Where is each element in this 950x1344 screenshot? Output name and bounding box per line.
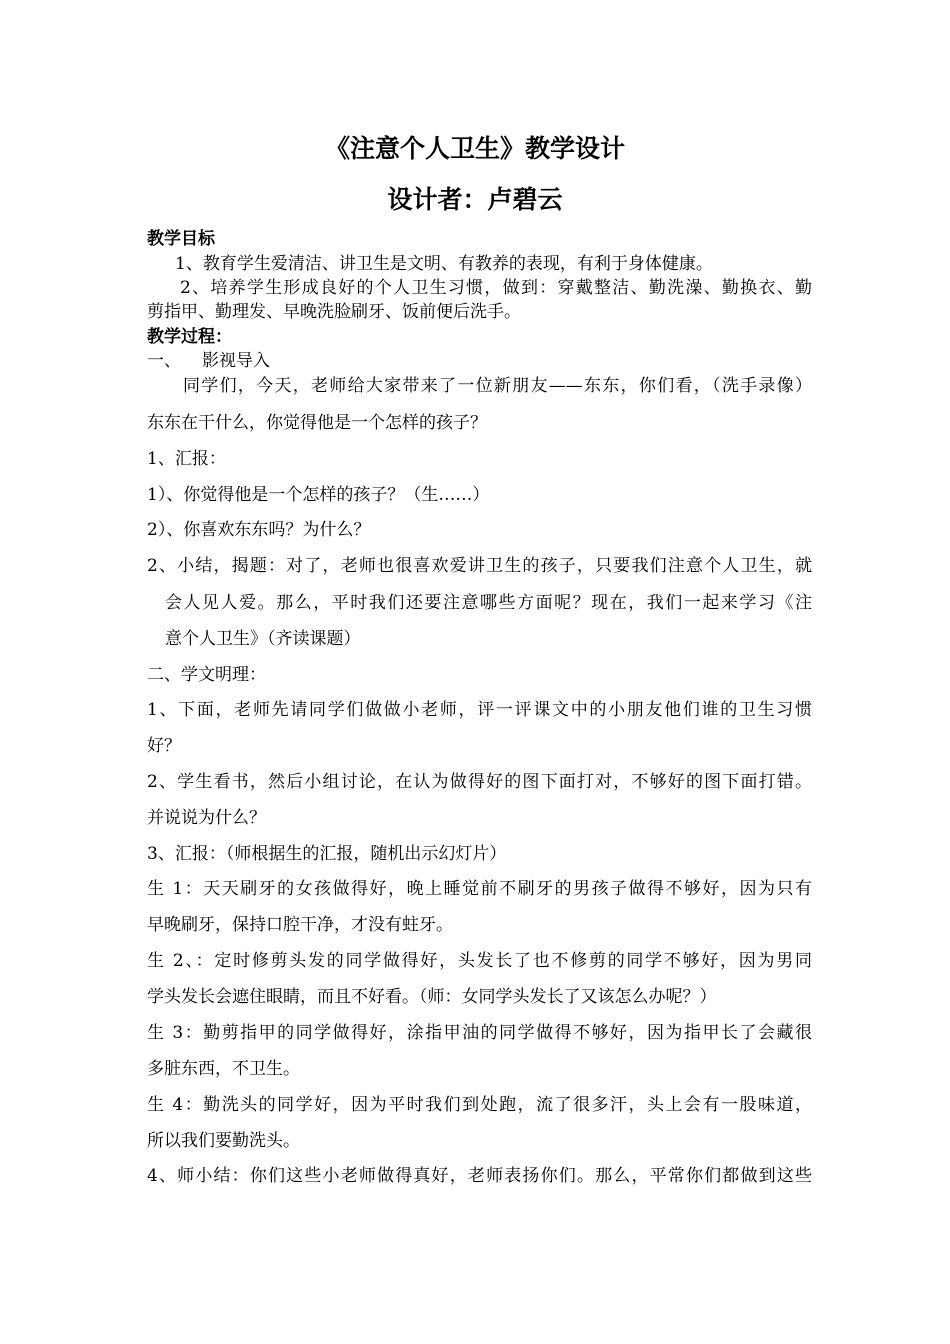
goal-1: 1、教育学生爱清洁、讲卫生是文明、有教养的表现，有利于身体健康。 [175, 254, 713, 274]
student-3-line-2: 多脏东西，不卫生。 [147, 1059, 300, 1079]
summary-line-1: 2、小结，揭题：对了，老师也很喜欢爱讲卫生的孩子，只要我们注意个人卫生，就 [147, 556, 812, 576]
student-3-line-1: 生 3：勤剪指甲的同学做得好，涂指甲油的同学做得不够好，因为指甲长了会藏很 [147, 1023, 812, 1043]
summary-line-3: 意个人卫生》（齐读课题） [165, 629, 361, 649]
paragraph-7-line-2: 并说说为什么？ [147, 808, 266, 828]
goal-2-line-1: 2、培养学生形成良好的个人卫生习惯，做到：穿戴整洁、勤洗澡、勤换衣、勤 [180, 278, 812, 298]
document-author: 设计者：卢碧云 [387, 185, 563, 214]
goal-2-line-2: 剪指甲、勤理发、早晚洗脸刷牙、饭前便后洗手。 [147, 302, 521, 322]
student-1-line-2: 早晚刷牙，保持口腔干净，才没有蛀牙。 [147, 915, 453, 935]
paragraph-8: 3、汇报：（师根据生的汇报，随机出示幻灯片） [147, 844, 507, 864]
section-1-heading [147, 349, 812, 373]
goals-heading: 教学目标 [147, 229, 215, 249]
question-2: 2）、你喜欢东东吗？为什么？ [147, 520, 371, 540]
paragraph-6-line-2: 好？ [147, 736, 181, 756]
student-4-line-2: 所以我们要勤洗头。 [147, 1131, 300, 1151]
student-2-line-2: 学头发长会遮住眼睛，而且不好看。（师：女同学头发长了又该怎么办呢？） [147, 987, 717, 1007]
section-1-number: 一、 [147, 351, 181, 371]
paragraph-6-line-1: 1、下面，老师先请同学们做做小老师，评一评课文中的小朋友他们谁的卫生习惯 [147, 700, 812, 720]
paragraph-1-line-2: 东东在干什么，你觉得他是一个怎样的孩子？ [147, 413, 487, 433]
document-title: 《注意个人卫生》教学设计 [324, 134, 625, 163]
student-4-line-1: 生 4：勤洗头的同学好，因为平时我们到处跑，流了很多汗，头上会有一股味道， [147, 1095, 812, 1115]
student-2-line-1: 生 2、：定时修剪头发的同学做得好，头发长了也不修剪的同学不够好，因为男同 [147, 951, 812, 971]
section-2-heading: 二、学文明理： [147, 665, 266, 685]
report-heading: 1、汇报： [147, 449, 226, 469]
paragraph-1-line-1: 同学们，今天，老师给大家带来了一位新朋友——东东，你们看，（洗手录像） [183, 376, 812, 396]
process-heading: 教学过程： [147, 327, 232, 347]
paragraph-7-line-1: 2、学生看书，然后小组讨论，在认为做得好的图下面打对，不够好的图下面打错。 [147, 772, 812, 792]
section-1-title: 影视导入 [202, 351, 270, 371]
student-1-line-1: 生 1：天天刷牙的女孩做得好，晚上睡觉前不刷牙的男孩子做得不够好，因为只有 [147, 879, 812, 899]
question-1: 1）、你觉得他是一个怎样的孩子？（生……） [147, 485, 490, 505]
summary-line-2: 会人见人爱。那么，平时我们还要注意哪些方面呢？现在，我们一起来学习《注 [165, 593, 812, 613]
teacher-summary-line-1: 4、师小结：你们这些小老师做得真好，老师表扬你们。那么，平常你们都做到这些 [147, 1166, 812, 1186]
